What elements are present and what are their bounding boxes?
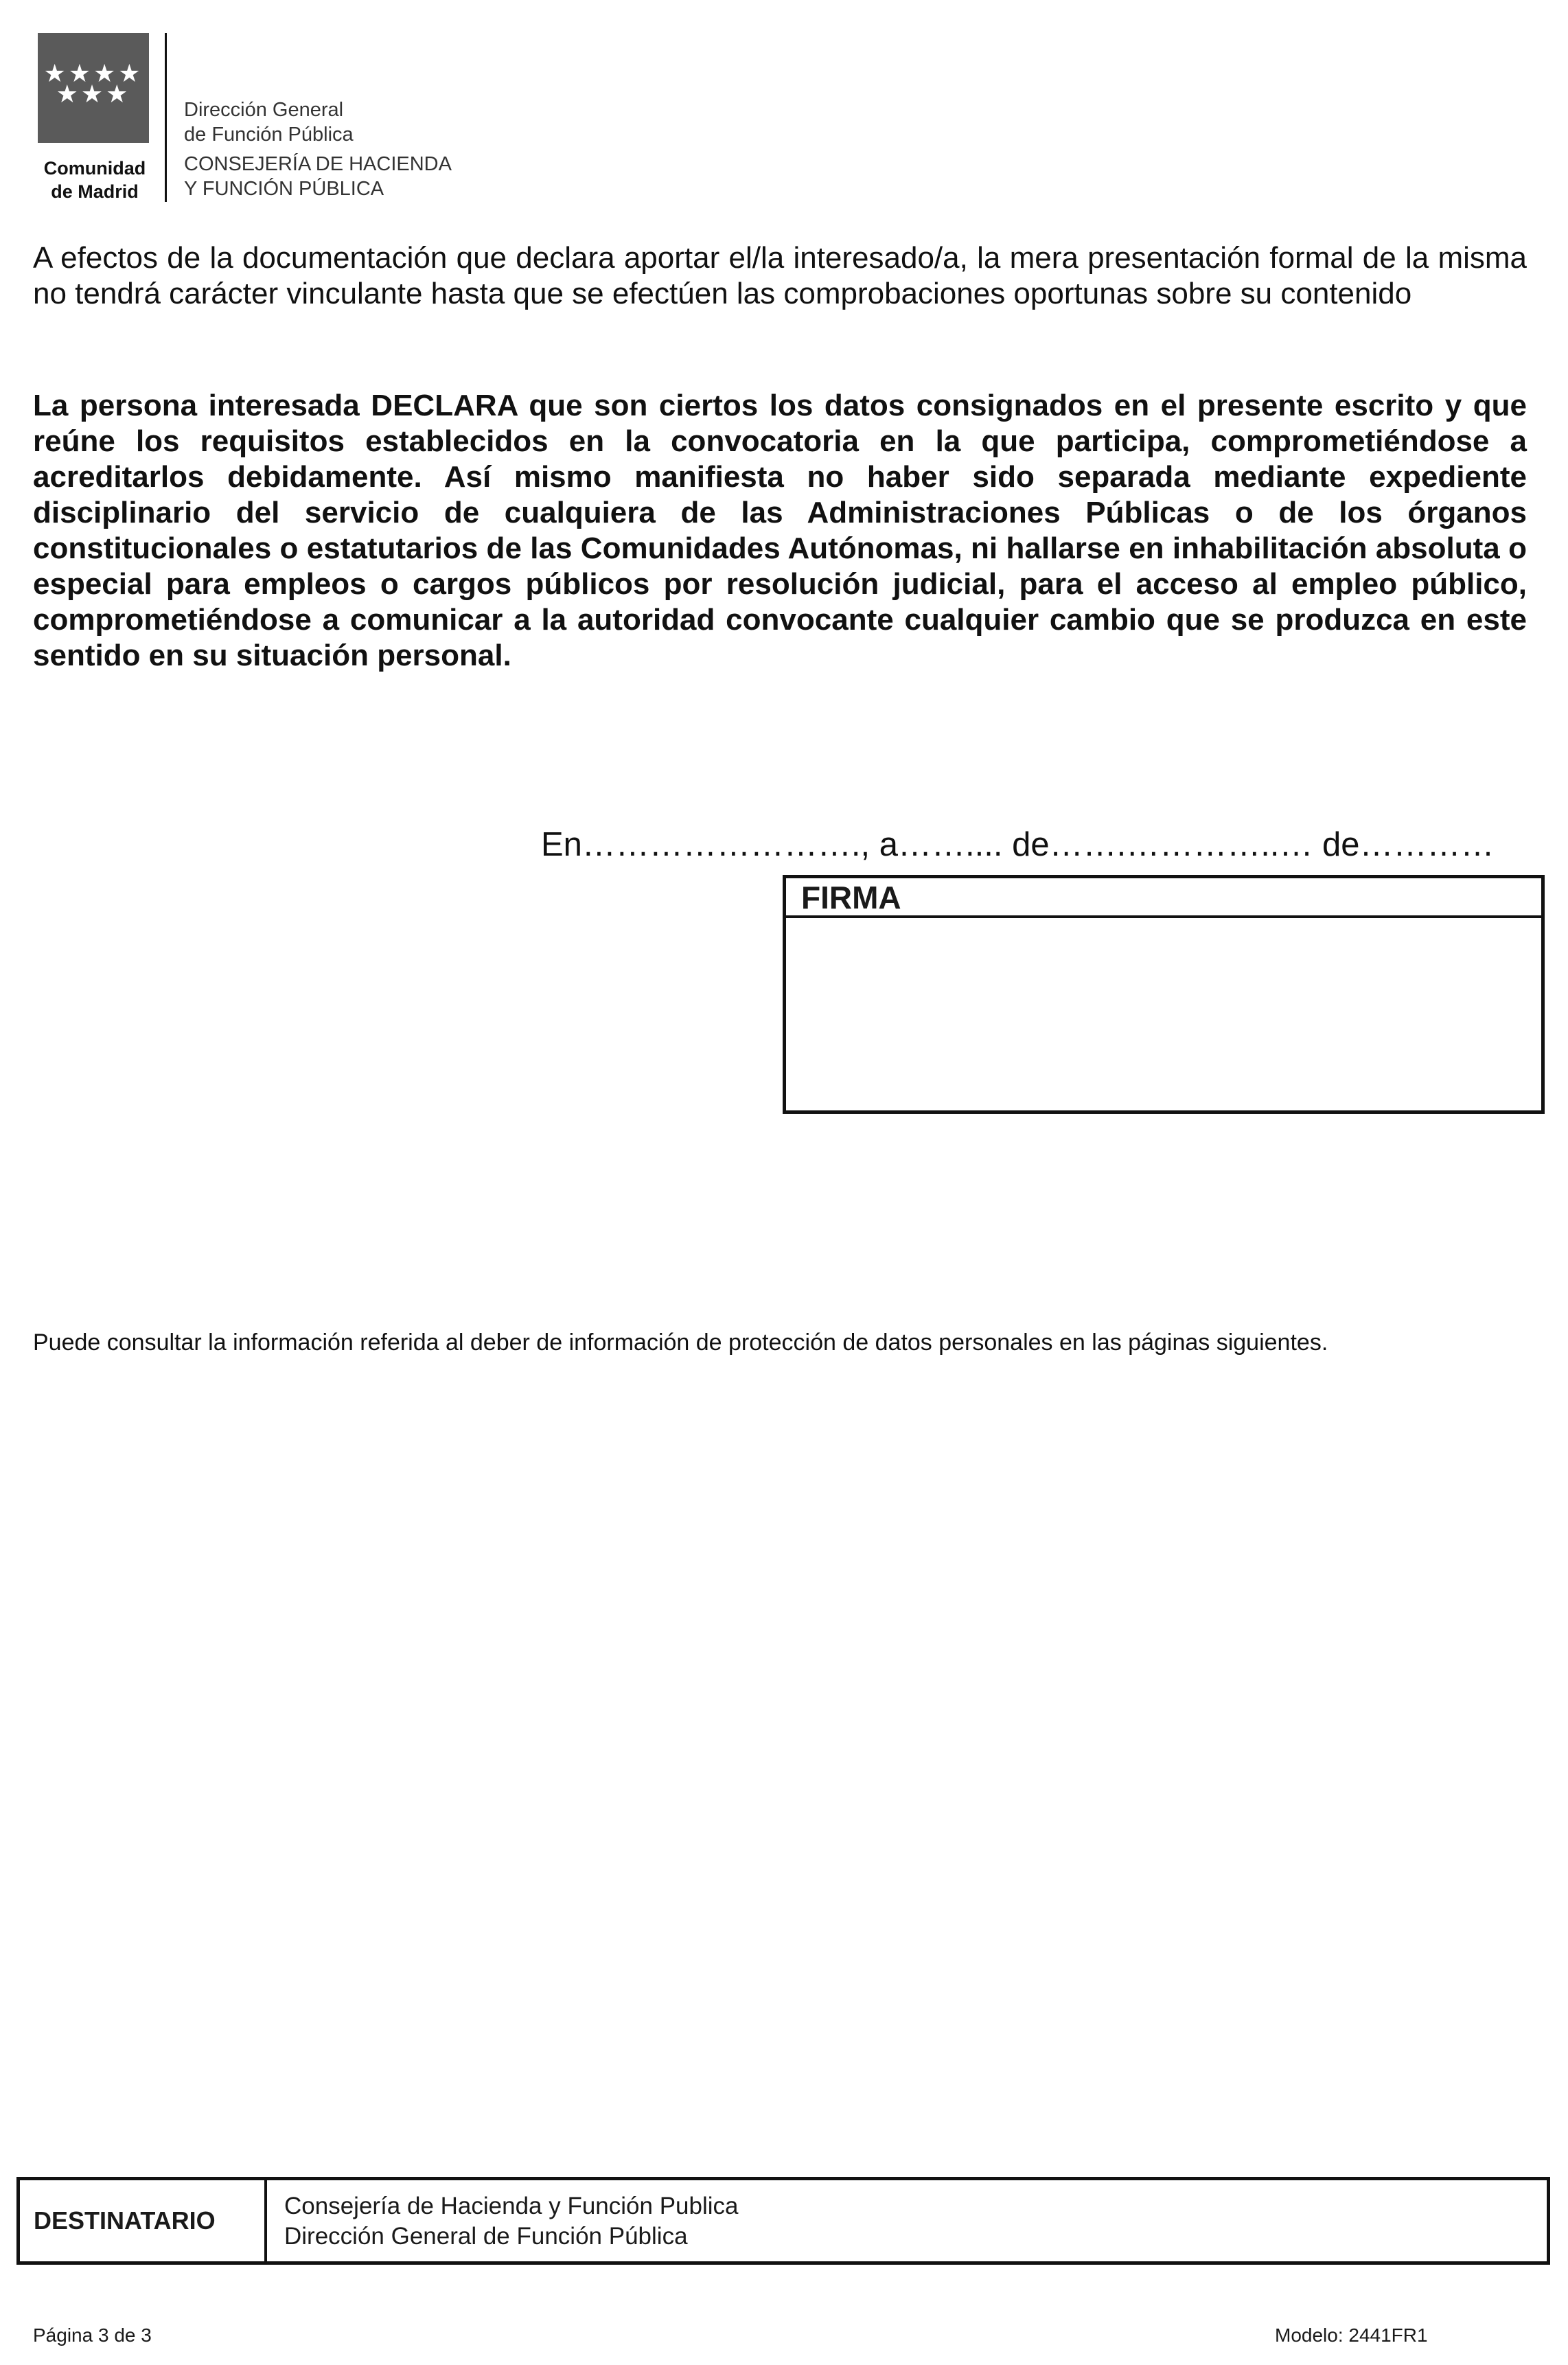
signature-label: FIRMA	[786, 878, 1541, 918]
documentation-notice: A efectos de la documentación que declara aportar el/la interesado/a, la mera presentación formal de la misma no tendrá carácter vinculante hasta que se efectúen las comprobaciones oportunas sobre su contenido	[33, 241, 1527, 310]
data-protection-note: Puede consultar la información referida al deber de información de protección de datos personales en las páginas siguientes.	[33, 1329, 1328, 1356]
logo-name: Comunidad de Madrid	[43, 158, 146, 202]
page-number: Página 3 de 3	[33, 2324, 152, 2346]
recipient-label: DESTINATARIO	[20, 2180, 267, 2261]
department-name: Dirección General de Función Pública CONSEJERÍA DE HACIENDA Y FUNCIÓN PÚBLICA	[184, 99, 452, 200]
recipient-table	[16, 2177, 1550, 2265]
logo-divider	[165, 33, 167, 202]
place-date-line: En……………………., a…….... de…….…………..… de…………	[541, 826, 1495, 863]
signature-box[interactable]	[783, 875, 1545, 1114]
declaration-paragraph: La persona interesada DECLARA que son ciertos los datos consignados en el presente escrito y que reúne los requisitos establecidos en la convocatoria en la que participa, comprometiéndose a acreditarlos debidamente. Así mismo manifiesta no haber sido separada mediante expediente disciplinario del servicio de cualquiera de las Administraciones Públicas o de los órganos constitucionales o estatutarios de las Comunidades Autónomas, ni hallarse en inhabilitación absoluta o especial para empleos o cargos públicos por resolución judicial, para el acceso al empleo público, comprometiéndose a comunicar a la autoridad convocante cualquier cambio que se produzca en este sentido en su situación personal.	[33, 389, 1527, 672]
model-code: Modelo: 2441FR1	[1275, 2324, 1428, 2346]
recipient-value: Consejería de Hacienda y Función Publica Dirección General de Función Pública	[284, 2193, 739, 2250]
logo-stars-icon: ★★★★ ★★★	[43, 59, 143, 108]
